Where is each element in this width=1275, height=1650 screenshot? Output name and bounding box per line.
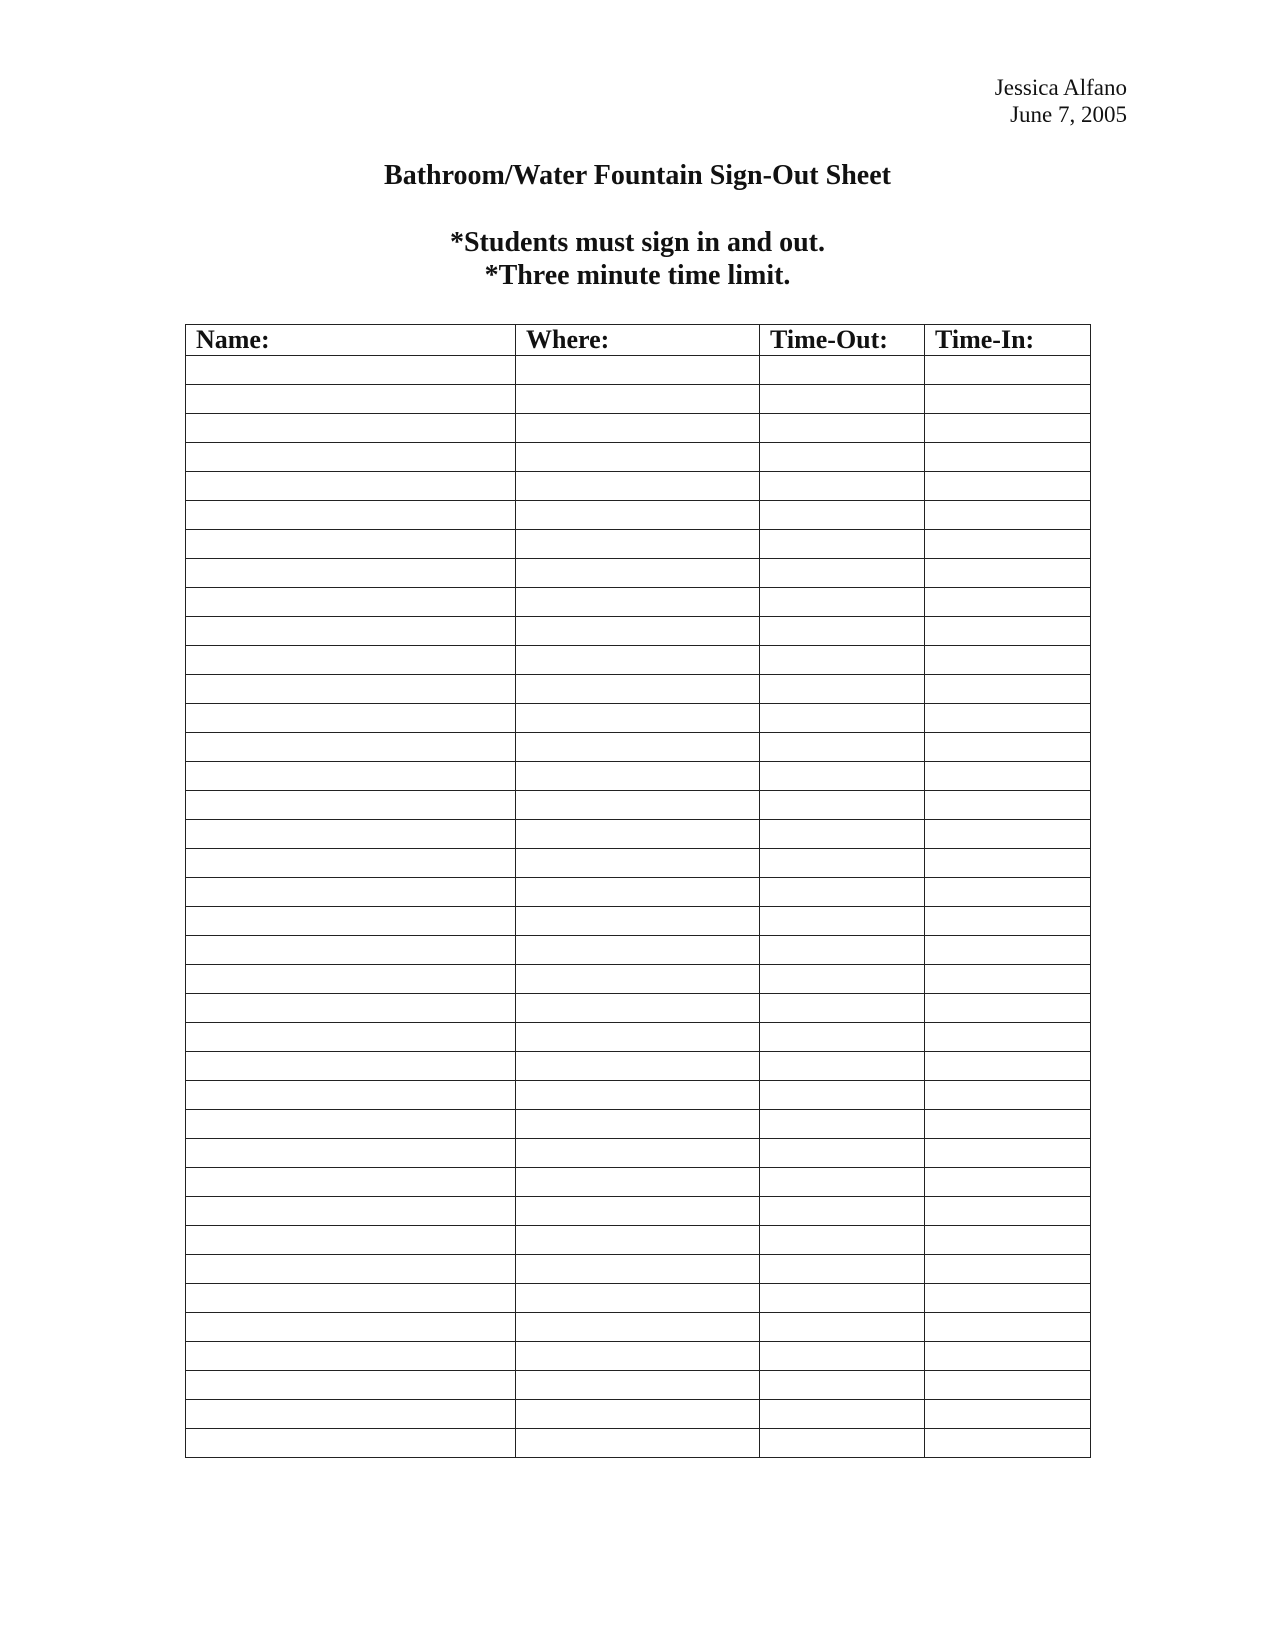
where-cell: [516, 791, 760, 820]
name-cell: [186, 704, 516, 733]
table-row: [186, 1342, 1091, 1371]
where-cell: [516, 849, 760, 878]
where-cell: [516, 936, 760, 965]
where-cell: [516, 385, 760, 414]
signout-table: [185, 324, 1091, 1458]
time-out-cell: [760, 733, 925, 762]
name-cell: [186, 1023, 516, 1052]
name-cell: [186, 443, 516, 472]
where-cell: [516, 646, 760, 675]
time-in-cell: [925, 443, 1091, 472]
name-cell: [186, 936, 516, 965]
where-cell: [516, 1023, 760, 1052]
page-title: Bathroom/Water Fountain Sign-Out Sheet: [384, 160, 891, 191]
table-row: [186, 1110, 1091, 1139]
table-row: [186, 704, 1091, 733]
table-row: [186, 791, 1091, 820]
time-in-cell: [925, 733, 1091, 762]
time-out-cell: [760, 501, 925, 530]
time-in-cell: [925, 356, 1091, 385]
time-in-cell: [925, 1023, 1091, 1052]
where-cell: [516, 820, 760, 849]
name-cell: [186, 1168, 516, 1197]
time-out-cell: [760, 1139, 925, 1168]
name-cell: [186, 762, 516, 791]
time-in-cell: [925, 1168, 1091, 1197]
time-out-cell: [760, 1284, 925, 1313]
time-in-cell: [925, 1197, 1091, 1226]
name-cell: [186, 1139, 516, 1168]
time-out-cell: [760, 617, 925, 646]
table-row: [186, 1139, 1091, 1168]
where-cell: [516, 356, 760, 385]
column-header-where: Where:: [516, 325, 760, 356]
name-cell: [186, 1429, 516, 1458]
where-cell: [516, 443, 760, 472]
name-cell: [186, 501, 516, 530]
table-header-row: [186, 325, 1091, 356]
time-in-cell: [925, 1313, 1091, 1342]
table-row: [186, 1371, 1091, 1400]
table-row: [186, 646, 1091, 675]
time-out-cell: [760, 762, 925, 791]
table-row: [186, 675, 1091, 704]
name-cell: [186, 1052, 516, 1081]
name-cell: [186, 791, 516, 820]
table-row: [186, 762, 1091, 791]
time-in-cell: [925, 936, 1091, 965]
table-body: [186, 356, 1091, 1458]
table-row: [186, 1081, 1091, 1110]
time-in-cell: [925, 791, 1091, 820]
time-out-cell: [760, 1197, 925, 1226]
time-out-cell: [760, 472, 925, 501]
time-out-cell: [760, 1226, 925, 1255]
time-out-cell: [760, 878, 925, 907]
name-cell: [186, 965, 516, 994]
time-out-cell: [760, 385, 925, 414]
time-in-cell: [925, 849, 1091, 878]
name-cell: [186, 1081, 516, 1110]
where-cell: [516, 965, 760, 994]
time-in-cell: [925, 1110, 1091, 1139]
table-row: [186, 559, 1091, 588]
time-out-cell: [760, 849, 925, 878]
time-out-cell: [760, 1400, 925, 1429]
table-row: [186, 617, 1091, 646]
time-out-cell: [760, 646, 925, 675]
time-in-cell: [925, 1052, 1091, 1081]
time-in-cell: [925, 1284, 1091, 1313]
where-cell: [516, 878, 760, 907]
table-row: [186, 878, 1091, 907]
time-in-cell: [925, 1139, 1091, 1168]
table-row: [186, 733, 1091, 762]
where-cell: [516, 1284, 760, 1313]
rules-block: [0, 226, 1275, 292]
name-cell: [186, 1226, 516, 1255]
where-cell: [516, 530, 760, 559]
where-cell: [516, 1226, 760, 1255]
name-cell: [186, 733, 516, 762]
time-out-cell: [760, 1342, 925, 1371]
name-cell: [186, 820, 516, 849]
document-date: June 7, 2005: [1010, 102, 1127, 127]
time-out-cell: [760, 994, 925, 1023]
time-out-cell: [760, 965, 925, 994]
name-cell: [186, 1197, 516, 1226]
where-cell: [516, 907, 760, 936]
where-cell: [516, 1168, 760, 1197]
table-row: [186, 994, 1091, 1023]
name-cell: [186, 1313, 516, 1342]
table-row: [186, 1284, 1091, 1313]
name-cell: [186, 907, 516, 936]
time-in-cell: [925, 907, 1091, 936]
table-row: [186, 501, 1091, 530]
rule-time-limit: *Three minute time limit.: [484, 260, 791, 291]
name-cell: [186, 1371, 516, 1400]
time-in-cell: [925, 675, 1091, 704]
column-header-name: Name:: [186, 325, 516, 356]
time-in-cell: [925, 472, 1091, 501]
where-cell: [516, 1429, 760, 1458]
table-row: [186, 588, 1091, 617]
time-out-cell: [760, 530, 925, 559]
rule-sign-in-out: *Students must sign in and out.: [449, 227, 826, 258]
where-cell: [516, 559, 760, 588]
time-in-cell: [925, 820, 1091, 849]
where-cell: [516, 1110, 760, 1139]
time-in-cell: [925, 385, 1091, 414]
where-cell: [516, 1197, 760, 1226]
name-cell: [186, 994, 516, 1023]
time-out-cell: [760, 443, 925, 472]
table-row: [186, 907, 1091, 936]
table-row: [186, 936, 1091, 965]
where-cell: [516, 762, 760, 791]
time-out-cell: [760, 1371, 925, 1400]
time-out-cell: [760, 936, 925, 965]
name-cell: [186, 878, 516, 907]
time-out-cell: [760, 1429, 925, 1458]
time-out-cell: [760, 559, 925, 588]
name-cell: [186, 849, 516, 878]
table-row: [186, 849, 1091, 878]
time-in-cell: [925, 588, 1091, 617]
table-row: [186, 443, 1091, 472]
name-cell: [186, 1110, 516, 1139]
where-cell: [516, 588, 760, 617]
time-in-cell: [925, 646, 1091, 675]
where-cell: [516, 501, 760, 530]
name-cell: [186, 1255, 516, 1284]
time-out-cell: [760, 1255, 925, 1284]
time-in-cell: [925, 994, 1091, 1023]
time-out-cell: [760, 1168, 925, 1197]
name-cell: [186, 356, 516, 385]
time-out-cell: [760, 1313, 925, 1342]
time-in-cell: [925, 559, 1091, 588]
table-row: [186, 820, 1091, 849]
where-cell: [516, 733, 760, 762]
where-cell: [516, 994, 760, 1023]
where-cell: [516, 704, 760, 733]
time-in-cell: [925, 878, 1091, 907]
name-cell: [186, 1400, 516, 1429]
table-row: [186, 472, 1091, 501]
time-out-cell: [760, 791, 925, 820]
table-row: [186, 1313, 1091, 1342]
time-out-cell: [760, 1110, 925, 1139]
where-cell: [516, 1052, 760, 1081]
where-cell: [516, 472, 760, 501]
name-cell: [186, 646, 516, 675]
where-cell: [516, 1400, 760, 1429]
author-name: Jessica Alfano: [994, 75, 1127, 100]
table-row: [186, 530, 1091, 559]
time-out-cell: [760, 907, 925, 936]
time-in-cell: [925, 1371, 1091, 1400]
name-cell: [186, 472, 516, 501]
name-cell: [186, 530, 516, 559]
table-row: [186, 1197, 1091, 1226]
name-cell: [186, 414, 516, 443]
name-cell: [186, 559, 516, 588]
table-row: [186, 1052, 1091, 1081]
time-out-cell: [760, 1052, 925, 1081]
table-row: [186, 385, 1091, 414]
time-out-cell: [760, 675, 925, 704]
table-row: [186, 965, 1091, 994]
where-cell: [516, 1313, 760, 1342]
time-out-cell: [760, 356, 925, 385]
where-cell: [516, 617, 760, 646]
table-row: [186, 1023, 1091, 1052]
time-out-cell: [760, 588, 925, 617]
time-in-cell: [925, 965, 1091, 994]
time-in-cell: [925, 1342, 1091, 1371]
time-in-cell: [925, 762, 1091, 791]
time-out-cell: [760, 414, 925, 443]
where-cell: [516, 1255, 760, 1284]
name-cell: [186, 675, 516, 704]
author-block: [995, 74, 1127, 128]
table-row: [186, 1255, 1091, 1284]
time-in-cell: [925, 704, 1091, 733]
name-cell: [186, 385, 516, 414]
time-in-cell: [925, 1226, 1091, 1255]
where-cell: [516, 1371, 760, 1400]
table-row: [186, 414, 1091, 443]
time-in-cell: [925, 414, 1091, 443]
time-in-cell: [925, 1429, 1091, 1458]
time-in-cell: [925, 501, 1091, 530]
table-row: [186, 1168, 1091, 1197]
time-out-cell: [760, 820, 925, 849]
table-row: [186, 1429, 1091, 1458]
where-cell: [516, 414, 760, 443]
where-cell: [516, 1342, 760, 1371]
column-header-time-in: Time-In:: [925, 325, 1091, 356]
time-in-cell: [925, 617, 1091, 646]
name-cell: [186, 617, 516, 646]
time-in-cell: [925, 1400, 1091, 1429]
where-cell: [516, 1139, 760, 1168]
time-in-cell: [925, 1081, 1091, 1110]
time-out-cell: [760, 704, 925, 733]
name-cell: [186, 1342, 516, 1371]
time-in-cell: [925, 530, 1091, 559]
table-row: [186, 1400, 1091, 1429]
column-header-time-out: Time-Out:: [760, 325, 925, 356]
table-row: [186, 356, 1091, 385]
name-cell: [186, 1284, 516, 1313]
time-out-cell: [760, 1081, 925, 1110]
where-cell: [516, 1081, 760, 1110]
time-out-cell: [760, 1023, 925, 1052]
name-cell: [186, 588, 516, 617]
time-in-cell: [925, 1255, 1091, 1284]
where-cell: [516, 675, 760, 704]
table-row: [186, 1226, 1091, 1255]
